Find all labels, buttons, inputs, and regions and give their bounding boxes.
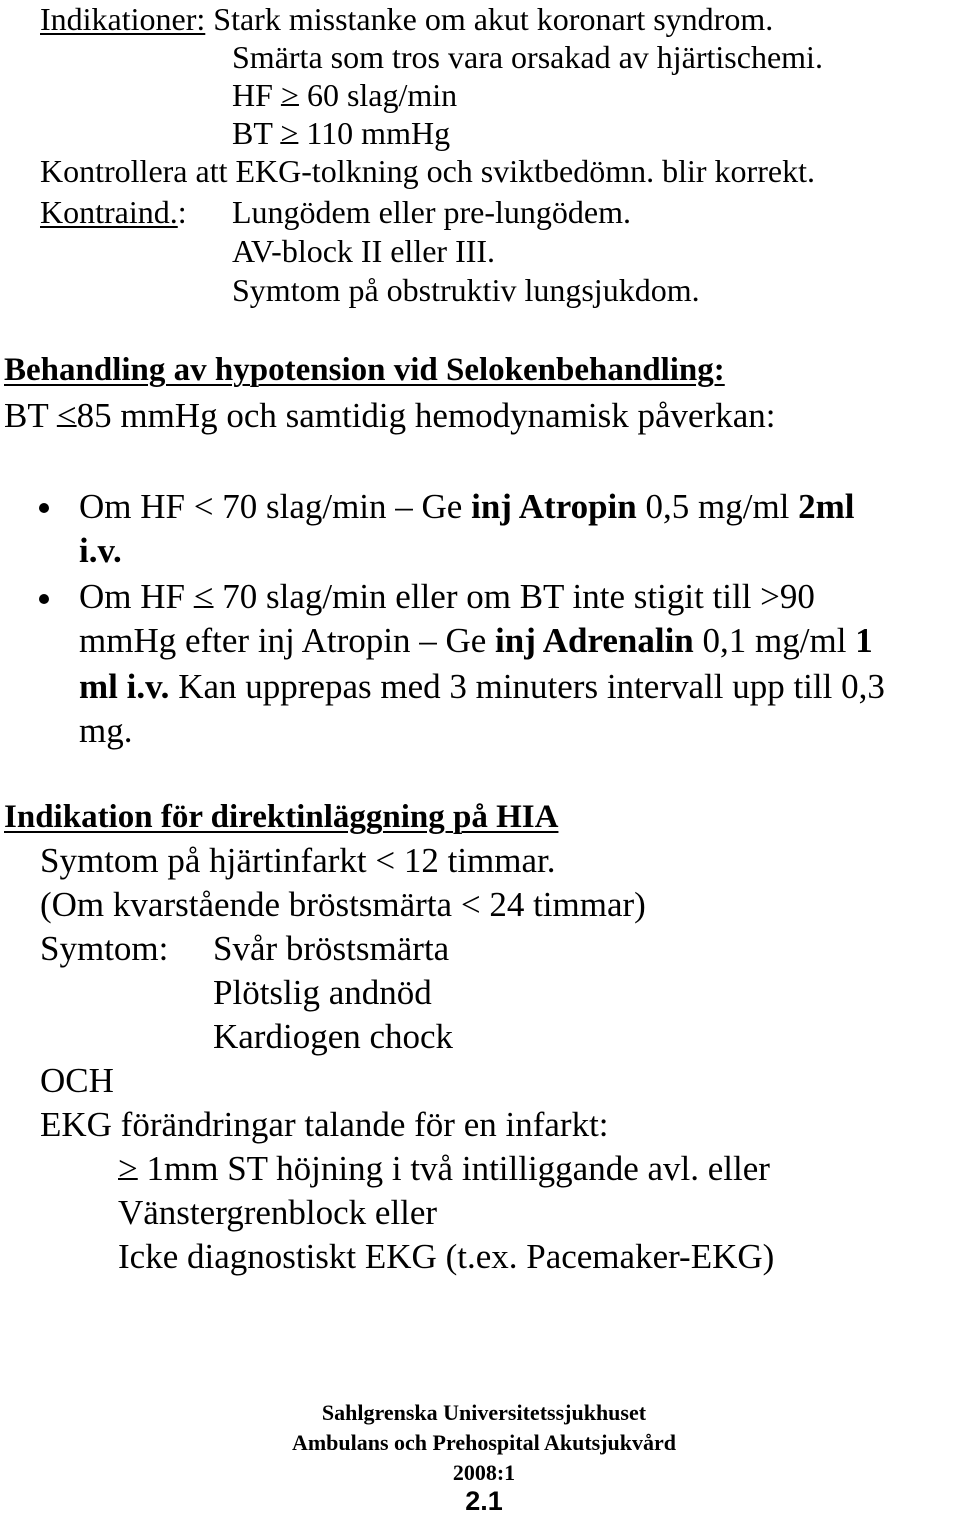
symtom-label: Symtom: [40,929,169,968]
bullet-adrenalin-line1: Om HF < 70 slag/min eller om BT inte stigit till >90 [79,577,815,616]
symtom-item: Kardiogen chock [213,1017,454,1056]
indikation-hf: HF > 60 slag/min [232,77,458,113]
footer-version: 2008:1 [452,1460,516,1485]
kontraind-item: Lungödem eller pre-lungödem. [232,194,631,230]
bullet-adrenalin-line4: mg. [79,711,133,750]
ge-symbol: > [280,77,299,113]
le-symbol: < [56,396,77,435]
bullet-adrenalin-line3: ml i.v. Kan upprepas med 3 minuters intervall upp till 0,3 [79,667,885,706]
ekg-item: Vänstergrenblock eller [118,1193,438,1232]
symtom-item: Plötslig andnöd [213,973,432,1012]
ge-symbol: > [280,115,299,151]
kontraind-item: Symtom på obstruktiv lungsjukdom. [232,272,700,308]
indikation-bt: BT > 110 mmHg [232,115,451,151]
indikation-item: Stark misstanke om akut koronart syndrom. [213,1,774,37]
kontrollera-text: Kontrollera att EKG-tolkning och sviktbedömn. blir korrekt. [40,153,815,189]
ekg-item: Icke diagnostiskt EKG (t.ex. Pacemaker-EKG) [118,1237,775,1276]
kontraind-item: AV-block II eller III. [232,233,496,269]
hia-heading: Indikation för direktinläggning på HIA [4,799,559,835]
indikationer-label: Indikationer: [40,1,206,37]
page-number: 2.1 [465,1486,503,1516]
hia-line: Symtom på hjärtinfarkt < 12 timmar. [40,841,556,880]
hia-line: (Om kvarstående bröstsmärta < 24 timmar) [40,885,646,924]
symtom-item: Svår bröstsmärta [213,929,450,968]
ge-symbol: > [118,1149,138,1188]
behandling-heading: Behandling av hypotension vid Selokenbehandling: [4,352,725,388]
bullet-dot [39,594,49,604]
kontraind-label: Kontraind. [40,194,178,230]
ekg-item: > 1mm ST höjning i två intilliggande avl. eller [118,1149,770,1188]
bullet-atropin-line2: i.v. [79,531,122,570]
och-text: OCH [40,1061,114,1100]
bullet-dot [39,503,49,513]
behandling-bt: BT <85 mmHg och samtidig hemodynamisk påverkan: [4,396,776,435]
indikationer-row [40,0,773,38]
kontraind-row: Kontraind.: [40,194,187,230]
footer-org: Sahlgrenska Universitetssjukhuset [321,1400,647,1425]
bullet-atropin-line1: Om HF < 70 slag/min – Ge inj Atropin 0,5 mg/ml 2ml [79,487,855,526]
bullet-adrenalin-line2: mmHg efter inj Atropin – Ge inj Adrenalin 0,1 mg/ml 1 [79,621,873,660]
footer-dept: Ambulans och Prehospital Akutsjukvård [291,1430,677,1455]
ekg-text: EKG förändringar talande för en infarkt: [40,1105,609,1144]
le-symbol: < [193,577,214,616]
indikation-item: Smärta som tros vara orsakad av hjärtischemi. [232,39,823,75]
